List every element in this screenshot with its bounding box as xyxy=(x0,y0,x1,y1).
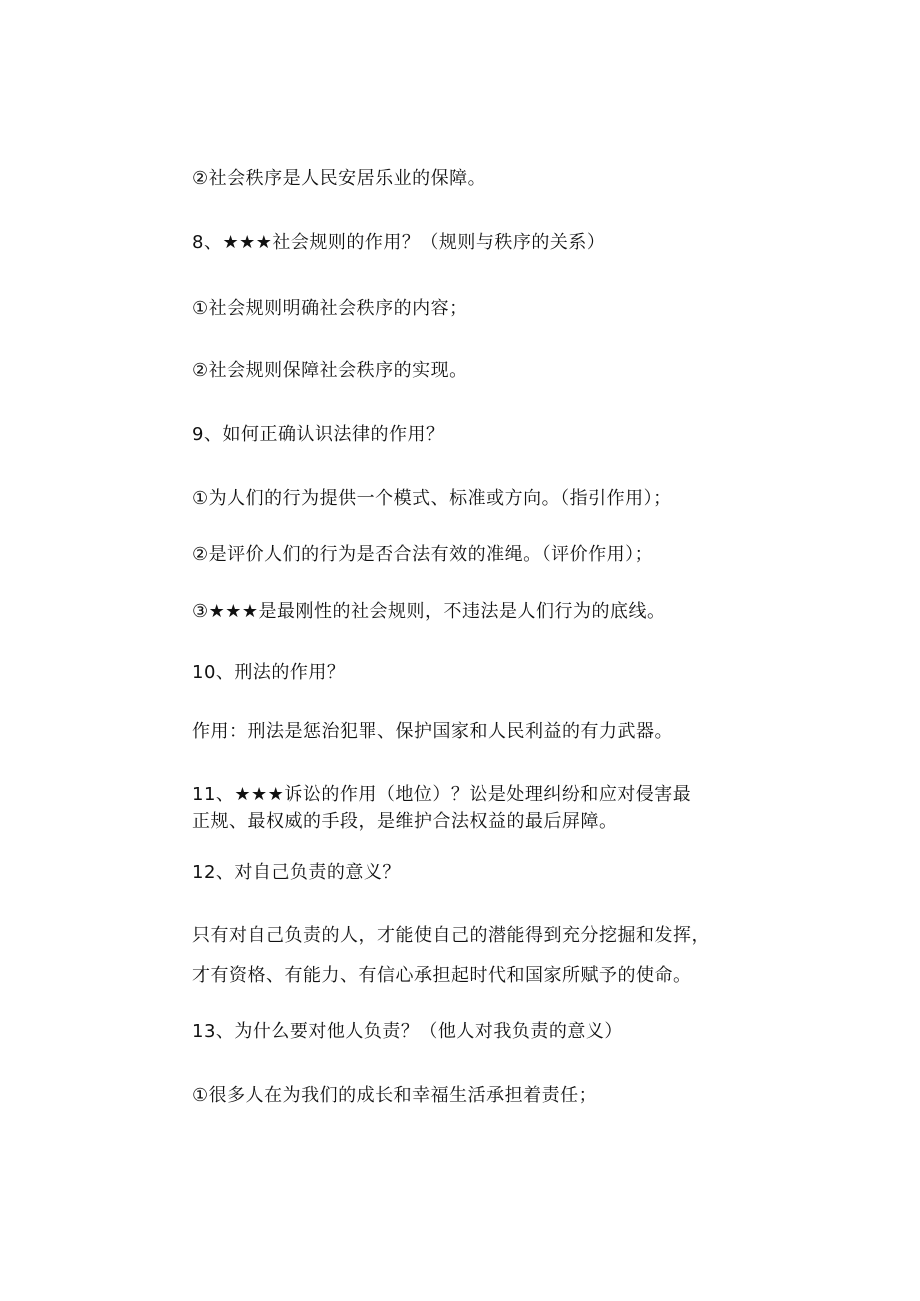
text-line: ②社会秩序是人民安居乐业的保障。 xyxy=(192,168,487,189)
question-heading: 8、★★★社会规则的作用？（规则与秩序的关系） xyxy=(192,232,606,253)
text-line: ②社会规则保障社会秩序的实现。 xyxy=(192,360,468,381)
text-line: ②是评价人们的行为是否合法有效的准绳。（评价作用）； xyxy=(192,544,654,565)
question-heading: 10、刑法的作用？ xyxy=(192,662,346,683)
text-line: ③★★★是最刚性的社会规则，不违法是人们行为的底线。 xyxy=(192,601,666,622)
question-heading: 12、对自己负责的意义？ xyxy=(192,862,401,883)
question-heading: 13、为什么要对他人负责？（他人对我负责的意义） xyxy=(192,1021,623,1042)
text-line: 正规、最权威的手段，是维护合法权益的最后屏障。 xyxy=(192,811,618,832)
text-line: ①为人们的行为提供一个模式、标准或方向。（指引作用）； xyxy=(192,488,672,509)
text-line: 作用：刑法是惩治犯罪、保护国家和人民利益的有力武器。 xyxy=(192,721,673,742)
text-line: 才有资格、有能力、有信心承担起时代和国家所赋予的使命。 xyxy=(192,965,692,986)
text-line: ①很多人在为我们的成长和幸福生活承担着责任； xyxy=(192,1085,598,1106)
question-heading: 9、如何正确认识法律的作用？ xyxy=(192,424,445,445)
question-heading: 11、★★★诉讼的作用（地位）？讼是处理纠纷和应对侵害最 xyxy=(192,784,692,805)
text-line: 只有对自己负责的人，才能使自己的潜能得到充分挖掘和发挥， xyxy=(192,925,710,946)
text-line: ①社会规则明确社会秩序的内容； xyxy=(192,298,468,319)
